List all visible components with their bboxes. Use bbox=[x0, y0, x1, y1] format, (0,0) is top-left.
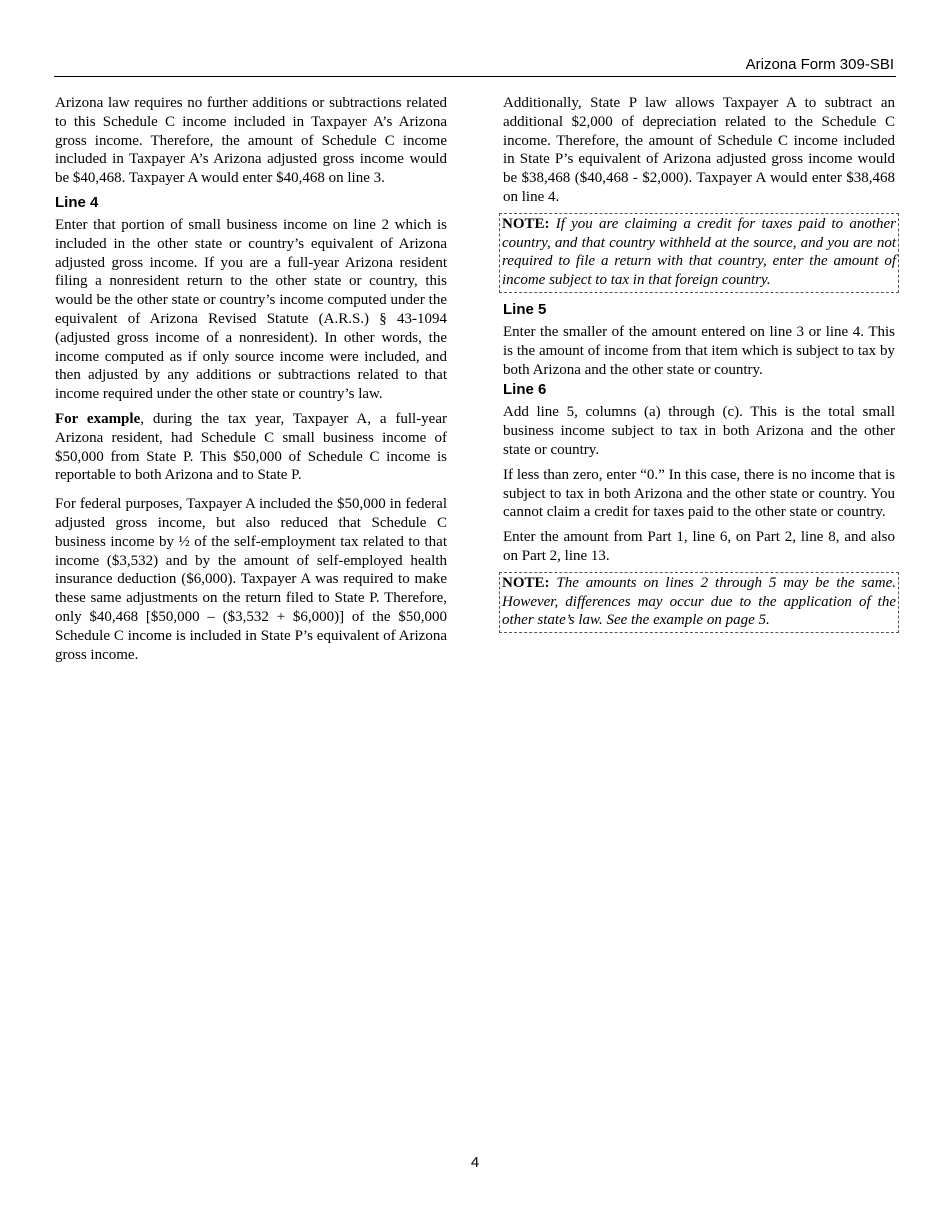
page-number: 4 bbox=[470, 1154, 480, 1171]
line-5-heading: Line 5 bbox=[503, 300, 547, 318]
line-4-instructions: Enter that portion of small business income on line 2 which is included in the other state or country’s equivalent of Arizona adjusted gross income. If you are a full-year Arizona resident filing a nonresident return to the other state or country, this would be the other state or country’s income computed under the equivalent of Arizona Revised Statute (A.R.S.) § 43-1094 (adjusted gross income of a nonresident). In other words, the income computed as if only source income were included, and then adjusted by any additions or subtractions related to that income required under the other state or country’s law. bbox=[55, 216, 447, 403]
example-text: , during the tax year, Taxpayer A, a full-year Arizona resident, had Schedule C small business income of $50,000 from State P. This $50,000 of Schedule C income is reportable to both Arizona and to State P. bbox=[55, 410, 447, 484]
federal-purposes-paragraph: For federal purposes, Taxpayer A included the $50,000 in federal adjusted gross income, but also reduced that Schedule C business income by ½ of the self-employment tax related to that income ($3,532) and by the amount of self-employed health insurance deduction ($6,000). Taxpayer A was required to make these same adjustments on the return filed to State P. Therefore, only $40,468 [$50,000 – ($3,532 + $6,000)] of the $50,000 Schedule C income is included in State P’s equivalent of Arizona gross income. bbox=[55, 496, 447, 663]
same-amounts-note bbox=[499, 572, 899, 633]
example-paragraph bbox=[55, 410, 447, 485]
note-label: NOTE: bbox=[502, 215, 550, 232]
example-label: For example bbox=[55, 410, 141, 427]
note-label: NOTE: bbox=[502, 574, 550, 591]
line-6-transfer-instructions: Enter the amount from Part 1, line 6, on Part 2, line 8, and also on Part 2, line 13. bbox=[503, 529, 895, 564]
line-6-zero-instructions: If less than zero, enter “0.” In this case, there is no income that is subject to tax in both Arizona and the other state or country. You cannot claim a credit for taxes paid to the other state or country. bbox=[503, 466, 895, 521]
page-header bbox=[54, 54, 896, 77]
foreign-country-note bbox=[499, 213, 899, 293]
line-5-instructions: Enter the smaller of the amount entered on line 3 or line 4. This is the amount of income from that item which is subject to tax by both Arizona and the other state or country. bbox=[503, 323, 895, 378]
line-6-heading: Line 6 bbox=[503, 381, 547, 399]
line-4-heading: Line 4 bbox=[55, 193, 99, 211]
note-text: The amounts on lines 2 through 5 may be the same. However, differences may occur due to the application of the other state’s law. See the example on page 5. bbox=[502, 574, 896, 629]
line-6-instructions: Add line 5, columns (a) through (c). This is the total small business income subject to tax in both Arizona and the other state or country. bbox=[503, 404, 895, 458]
right-column bbox=[503, 94, 895, 641]
intro-paragraph: Arizona law requires no further additions or subtractions related to this Schedule C income included in Taxpayer A’s Arizona gross income. Therefore, the amount of Schedule C income included in Taxpayer A’s Arizona adjusted gross income would be $40,468. Taxpayer A would enter $40,468 on line 3. bbox=[55, 95, 447, 187]
form-title: Arizona Form 309-SBI bbox=[745, 56, 894, 73]
left-column bbox=[55, 94, 447, 670]
state-p-paragraph: Additionally, State P law allows Taxpayer A to subtract an additional $2,000 of depreciation related to the Schedule C income. Therefore, the amount of Schedule C income included in State P’s equivalent of Arizona adjusted gross income would be $38,468 ($40,468 - $2,000). Taxpayer A would enter $38,468 on line 4. bbox=[503, 95, 895, 205]
note-text: If you are claiming a credit for taxes paid to another country, and that country withheld at the source, and you are not required to file a return with that country, enter the amount of income subject to tax in that foreign country. bbox=[502, 215, 896, 289]
